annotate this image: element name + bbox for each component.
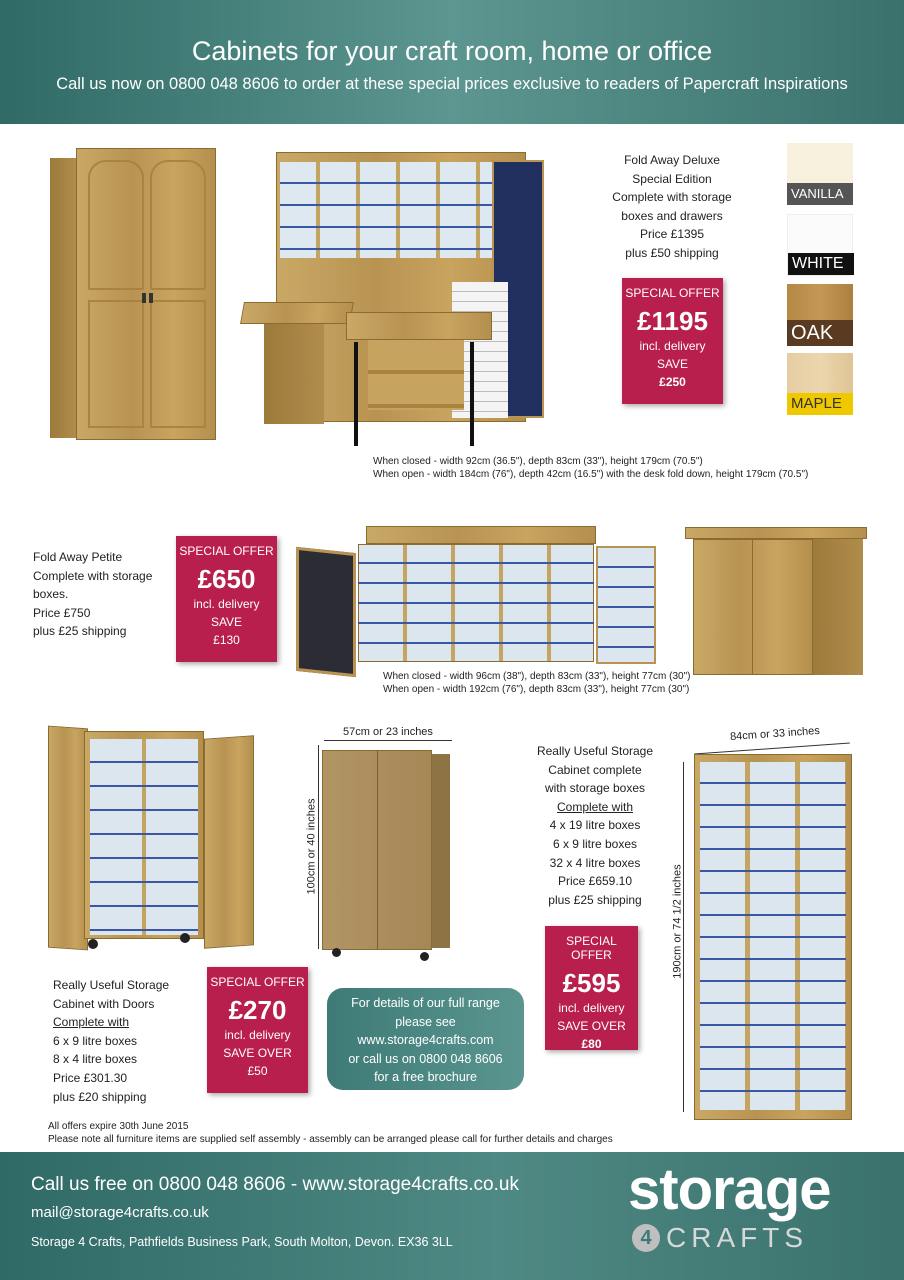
deluxe-line: Price £1395 [639,227,705,242]
swatch-label: OAK [787,320,853,346]
doors-line: Really Useful Storage [53,978,170,992]
footer-address: Storage 4 Crafts, Pathfields Business Park, South Molton, Devon. EX36 3LL [31,1235,453,1249]
dim-line: When closed - width 96cm (38"), depth 83cm (33"), height 77cm (30") [383,671,691,682]
offer-amount: £250 [659,375,686,389]
storage-width-label: 84cm or 33 inches [729,724,821,744]
doors-line: plus £20 shipping [53,1089,147,1104]
storage-line: 6 x 9 litre boxes [552,836,638,851]
storage-line: plus £25 shipping [548,892,642,907]
storage-line: 4 x 19 litre boxes [549,818,641,833]
header-banner [0,0,904,124]
logo-number-badge: 4 [632,1224,660,1252]
offer-save: SAVE OVER [557,1019,626,1033]
offer-save: SAVE [210,615,243,629]
petite-line: boxes. [33,587,69,602]
offer-price: £1195 [637,306,708,336]
doors-line: 6 x 9 litre boxes [53,1033,138,1048]
doors-cabinet-closed-image [322,746,452,964]
swatch-label: VANILLA [787,183,853,205]
details-line: For details of our full range [351,996,500,1010]
doors-width-label: 57cm or 23 inches [343,726,433,738]
deluxe-line: Complete with storage [612,190,732,205]
storage-cabinet-image [694,748,854,1120]
deluxe-line: Special Edition [632,171,712,186]
details-website-link[interactable]: www.storage4crafts.com [357,1033,494,1047]
petite-line: Price £750 [33,605,91,620]
offer-label: SPECIAL OFFER [210,975,305,989]
swatch-vanilla [787,143,853,205]
offer-save: SAVE [656,357,689,371]
doors-line: Complete with [53,1015,130,1030]
petite-line: Fold Away Petite [33,550,123,564]
storage-line: Really Useful Storage [536,744,654,758]
petite-special-offer [176,536,277,662]
offer-save: SAVE OVER [223,1046,292,1060]
logo-sub: CRAFTS [666,1222,808,1253]
doors-special-offer [207,967,308,1093]
doors-cabinet-description [53,976,203,1106]
offer-price: £650 [197,564,256,594]
details-line: for a free brochure [374,1070,477,1084]
logo-main: storage [628,1157,831,1222]
offer-incl: incl. delivery [224,1028,291,1042]
page-subtitle: Call us now on 0800 048 8606 to order at these special prices exclusive to readers of Papercraft Inspirations [56,75,848,93]
offer-label: SPECIAL OFFER [566,934,617,962]
dim-line: When closed - width 92cm (36.5"), depth 83cm (33"), height 179cm (70.5") [373,456,703,467]
doors-height-label: 100cm or 40 inches [305,798,318,895]
deluxe-description [600,151,744,263]
petite-open-image [296,526,658,674]
offer-amount: £130 [213,633,240,647]
footer-call[interactable]: Call us free on 0800 048 8606 - www.storage4crafts.co.uk [31,1174,519,1195]
details-box [327,988,524,1090]
petite-closed-image [685,527,867,675]
petite-dimensions [383,670,803,696]
note-line: All offers expire 30th June 2015 [48,1121,189,1132]
dim-line: When open - width 184cm (76"), depth 42cm (16.5") with the desk fold down, height 179cm (70.5") [373,469,809,480]
offer-amount: £50 [247,1064,268,1078]
offer-amount: £80 [581,1037,602,1051]
storage-special-offer [545,926,638,1050]
storage4crafts-logo [628,1156,888,1266]
offer-incl: incl. delivery [193,597,260,611]
swatch-label: MAPLE [787,393,853,415]
deluxe-line: Fold Away Deluxe [624,153,720,167]
storage-cabinet-description [520,742,670,909]
offer-label: SPECIAL OFFER [179,544,274,558]
deluxe-closed-image [50,148,218,444]
offer-incl: incl. delivery [639,339,706,353]
offer-notes [48,1120,748,1146]
details-line: or call us on 0800 048 8606 [348,1051,503,1066]
storage-line: Complete with [556,799,634,814]
storage-line: Price £659.10 [557,874,633,889]
swatch-white [787,214,853,276]
storage-line: with storage boxes [544,781,646,796]
swatch-maple [787,353,853,415]
deluxe-line: plus £50 shipping [625,245,719,260]
doors-cabinet-open-image [48,727,258,947]
offer-price: £595 [562,968,621,998]
storage-line: Cabinet complete [548,762,642,777]
dim-line: When open - width 192cm (76"), depth 83cm (33"), height 77cm (30") [383,684,690,695]
petite-line: Complete with storage [33,568,153,583]
storage-height-label: 190cm or 74 1/2 inches [671,864,684,979]
swatch-oak [787,284,853,346]
petite-description [33,548,173,641]
deluxe-special-offer [622,278,723,404]
footer-email[interactable]: mail@storage4crafts.co.uk [31,1204,209,1221]
deluxe-line: boxes and drawers [621,208,723,223]
doors-line: Cabinet with Doors [53,996,155,1011]
offer-incl: incl. delivery [558,1001,625,1015]
storage-line: 32 x 4 litre boxes [549,855,641,870]
width-arrow [324,740,452,741]
offer-label: SPECIAL OFFER [625,286,720,300]
footer-banner [0,1152,904,1280]
page-title: Cabinets for your craft room, home or office [191,36,713,66]
doors-line: 8 x 4 litre boxes [53,1052,138,1067]
note-line: Please note all furniture items are supplied self assembly - assembly can be arranged please call for further details and charges [48,1134,613,1145]
offer-price: £270 [228,995,287,1025]
deluxe-open-image [242,152,580,452]
details-line: please see [395,1014,456,1029]
swatch-label: WHITE [788,253,854,275]
petite-line: plus £25 shipping [33,624,127,639]
doors-line: Price £301.30 [53,1070,128,1085]
deluxe-dimensions [373,455,873,481]
